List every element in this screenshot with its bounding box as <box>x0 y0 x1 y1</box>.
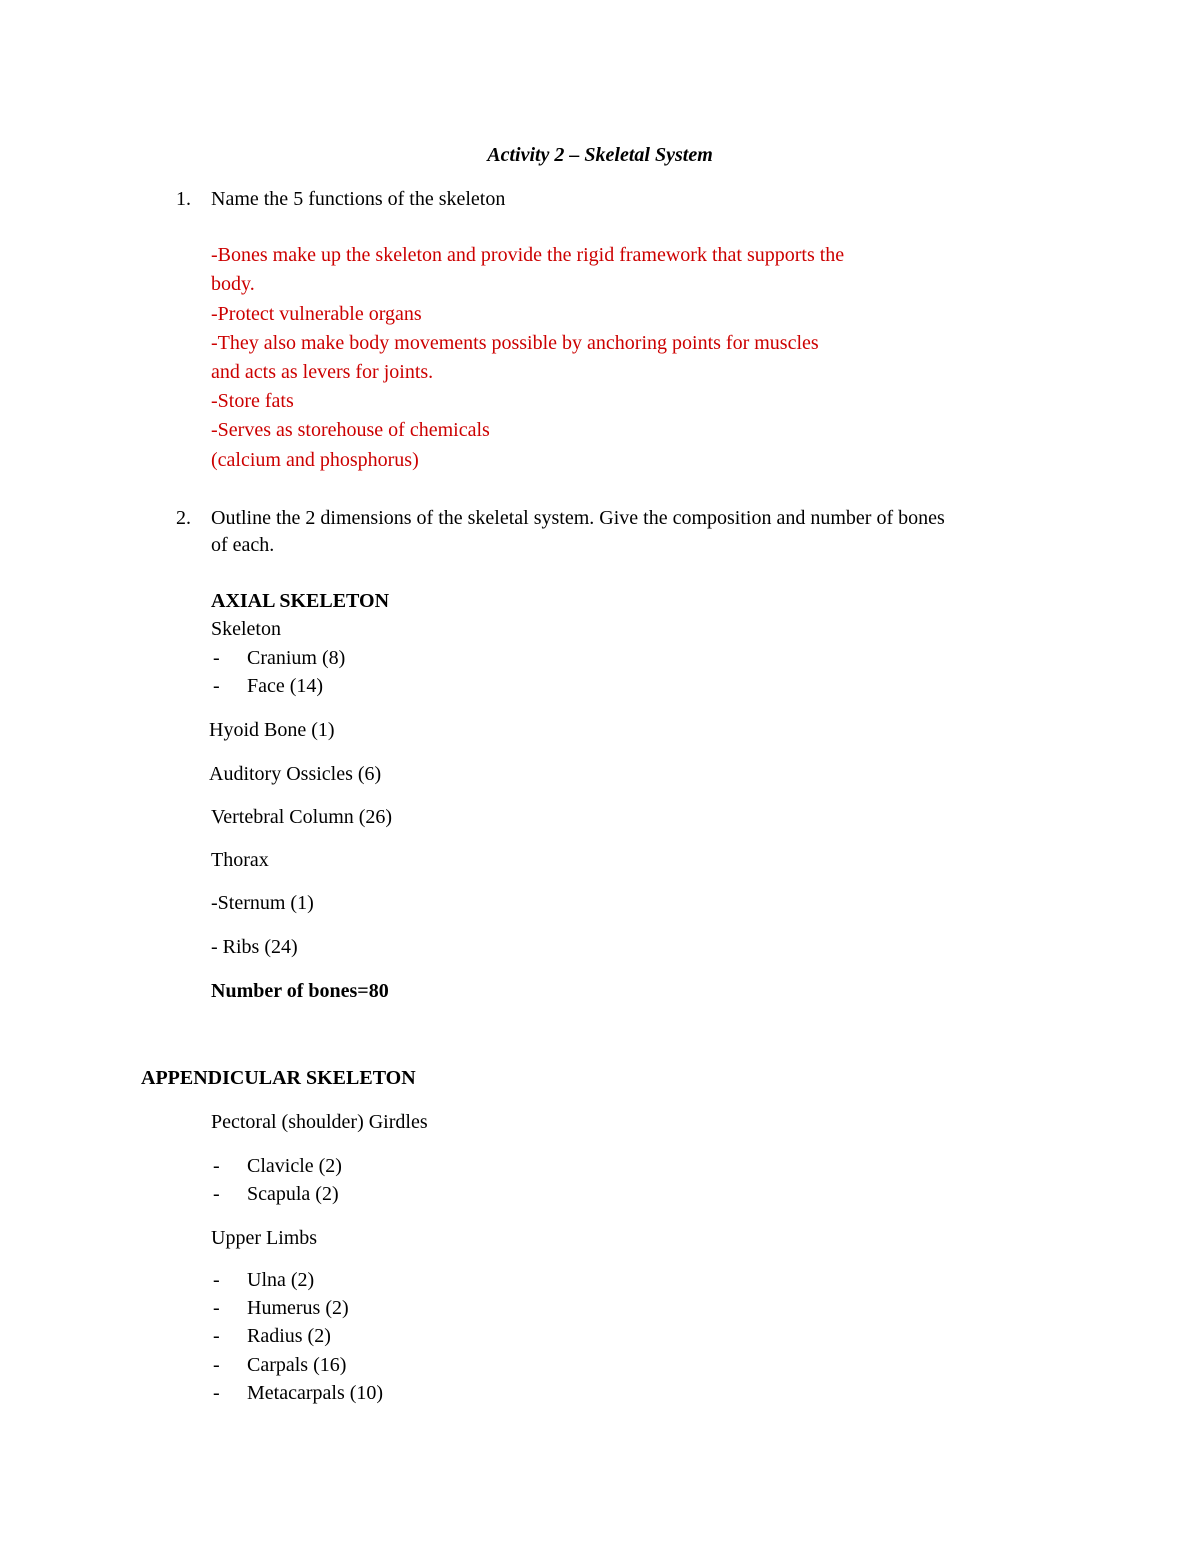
appendicular-pectoral-label: Pectoral (shoulder) Girdles <box>211 1111 428 1133</box>
q1-answer-line: (calcium and phosphorus) <box>211 449 419 471</box>
appendicular-upper-label: Upper Limbs <box>211 1227 318 1249</box>
list-dash: - <box>213 1382 220 1404</box>
axial-ossicles: Auditory Ossicles (6) <box>209 763 382 785</box>
axial-thorax: Thorax <box>211 849 269 871</box>
axial-ribs: - Ribs (24) <box>211 936 298 958</box>
q1-answer-line: -Serves as storehouse of chemicals <box>211 419 490 441</box>
q2-number: 2. <box>176 507 191 529</box>
q1-answer-line: -Bones make up the skeleton and provide the rigid framework that supports the <box>211 244 845 266</box>
q1-answer-line: -They also make body movements possible by anchoring points for muscles <box>211 332 819 354</box>
axial-hyoid: Hyoid Bone (1) <box>209 719 335 741</box>
list-item: Face (14) <box>247 675 324 697</box>
list-dash: - <box>213 1269 220 1291</box>
q1-answer-line: and acts as levers for joints. <box>211 361 434 383</box>
q1-prompt: Name the 5 functions of the skeleton <box>211 188 506 210</box>
q2-prompt-line: of each. <box>211 534 275 556</box>
q1-answer-line: body. <box>211 273 255 295</box>
list-item: Clavicle (2) <box>247 1155 342 1177</box>
q1-answer-line: -Protect vulnerable organs <box>211 303 422 325</box>
q2-prompt-line: Outline the 2 dimensions of the skeletal system. Give the composition and number of bones <box>211 507 945 529</box>
list-item: Scapula (2) <box>247 1183 339 1205</box>
list-item: Carpals (16) <box>247 1354 347 1376</box>
axial-skeleton-label: Skeleton <box>211 618 281 640</box>
list-dash: - <box>213 1155 220 1177</box>
page-title: Activity 2 – Skeletal System <box>487 144 713 166</box>
list-item: Humerus (2) <box>247 1297 349 1319</box>
q1-number: 1. <box>176 188 191 210</box>
list-dash: - <box>213 647 220 669</box>
appendicular-heading: APPENDICULAR SKELETON <box>141 1067 416 1089</box>
list-item: Metacarpals (10) <box>247 1382 384 1404</box>
list-dash: - <box>213 675 220 697</box>
list-dash: - <box>213 1325 220 1347</box>
list-dash: - <box>213 1354 220 1376</box>
list-dash: - <box>213 1183 220 1205</box>
list-item: Radius (2) <box>247 1325 331 1347</box>
list-dash: - <box>213 1297 220 1319</box>
axial-sternum: -Sternum (1) <box>211 892 314 914</box>
axial-vertebral: Vertebral Column (26) <box>211 806 393 828</box>
axial-total: Number of bones=80 <box>211 980 389 1002</box>
list-item: Ulna (2) <box>247 1269 315 1291</box>
q1-answer-line: -Store fats <box>211 390 294 412</box>
list-item: Cranium (8) <box>247 647 346 669</box>
axial-heading: AXIAL SKELETON <box>211 590 390 612</box>
